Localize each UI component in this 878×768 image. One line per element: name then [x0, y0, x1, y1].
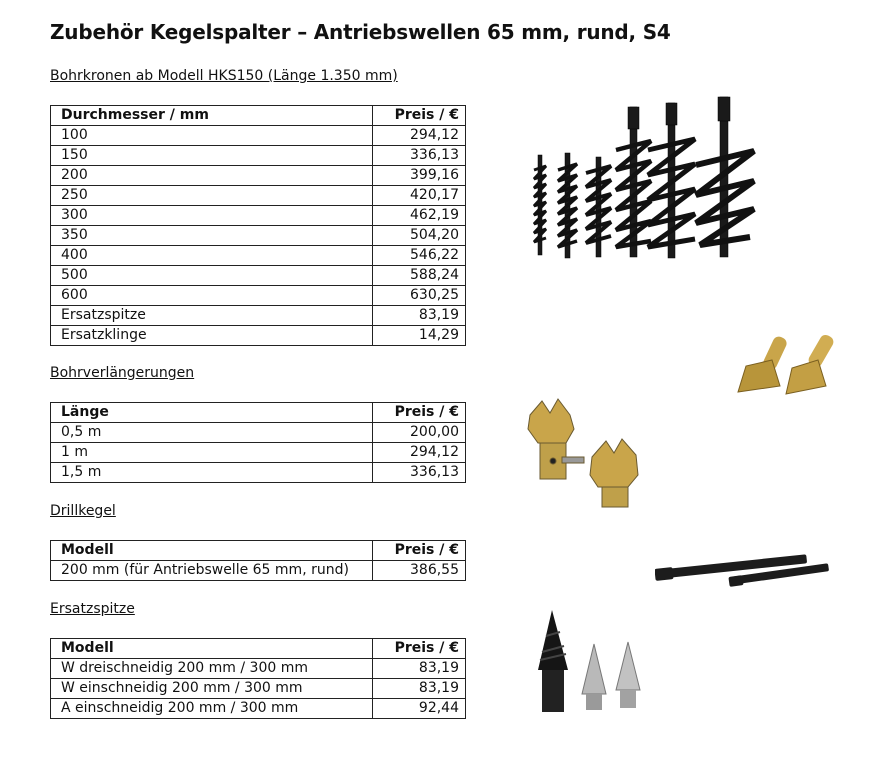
cell-label: W dreischneidig 200 mm / 300 mm [51, 659, 373, 679]
cell-label: 200 [51, 166, 373, 186]
table-row [51, 326, 466, 346]
cell-price: 336,13 [373, 463, 466, 483]
column-header: Preis / € [373, 541, 466, 561]
cell-price: 588,24 [373, 266, 466, 286]
cell-label: 1 m [51, 443, 373, 463]
cell-label: Ersatzspitze [51, 306, 373, 326]
table-row [51, 659, 466, 679]
cell-price: 200,00 [373, 423, 466, 443]
table-row [51, 226, 466, 246]
cell-price: 294,12 [373, 443, 466, 463]
cell-price: 83,19 [373, 306, 466, 326]
table-row [51, 306, 466, 326]
cell-price: 14,29 [373, 326, 466, 346]
cell-price: 83,19 [373, 679, 466, 699]
cell-label: Ersatzklinge [51, 326, 373, 346]
table-row [51, 166, 466, 186]
table-row [51, 206, 466, 226]
cell-label: 400 [51, 246, 373, 266]
table-row [51, 561, 466, 581]
column-header: Durchmesser / mm [51, 106, 373, 126]
cell-label: 150 [51, 146, 373, 166]
cell-label: 250 [51, 186, 373, 206]
table-row [51, 186, 466, 206]
page-title: Zubehör Kegelspalter – Antriebswellen 65 mm, rund, S4 [50, 20, 671, 44]
cell-price: 294,12 [373, 126, 466, 146]
cell-price: 462,19 [373, 206, 466, 226]
cell-label: 350 [51, 226, 373, 246]
table-row [51, 423, 466, 443]
table-row [51, 699, 466, 719]
replacement-tips-image [730, 330, 848, 405]
section-heading-bohrkronen: Bohrkronen ab Modell HKS150 (Länge 1.350 mm) [50, 68, 398, 84]
table-row [51, 266, 466, 286]
column-header: Preis / € [373, 403, 466, 423]
drill-extensions-image [522, 395, 647, 510]
table-row [51, 286, 466, 306]
table-drillkegel [50, 540, 466, 581]
section-heading-bohrverlaengerungen: Bohrverlängerungen [50, 365, 195, 381]
cell-label: 0,5 m [51, 423, 373, 443]
cell-label: 200 mm (für Antriebswelle 65 mm, rund) [51, 561, 373, 581]
cell-label: 300 [51, 206, 373, 226]
cell-label: 500 [51, 266, 373, 286]
cell-label: 100 [51, 126, 373, 146]
column-header: Preis / € [373, 106, 466, 126]
cell-price: 420,17 [373, 186, 466, 206]
section-heading-ersatzspitze: Ersatzspitze [50, 601, 135, 617]
drill-cone-shafts-image [655, 548, 835, 588]
spare-tip-cones-image [528, 606, 650, 718]
table-bohrverlaengerungen [50, 402, 466, 483]
cell-price: 83,19 [373, 659, 466, 679]
cell-price: 504,20 [373, 226, 466, 246]
table-row [51, 679, 466, 699]
cell-label: 600 [51, 286, 373, 306]
table-row [51, 126, 466, 146]
cell-label: 1,5 m [51, 463, 373, 483]
cell-label: A einschneidig 200 mm / 300 mm [51, 699, 373, 719]
cell-label: W einschneidig 200 mm / 300 mm [51, 679, 373, 699]
table-ersatzspitze [50, 638, 466, 719]
table-row [51, 146, 466, 166]
cell-price: 399,16 [373, 166, 466, 186]
column-header: Modell [51, 541, 373, 561]
cell-price: 336,13 [373, 146, 466, 166]
table-row [51, 443, 466, 463]
table-row [51, 246, 466, 266]
column-header: Länge [51, 403, 373, 423]
cell-price: 546,22 [373, 246, 466, 266]
column-header: Preis / € [373, 639, 466, 659]
cell-price: 92,44 [373, 699, 466, 719]
table-bohrkronen [50, 105, 466, 346]
auger-drill-bits-image [520, 95, 765, 265]
table-row [51, 463, 466, 483]
cell-price: 630,25 [373, 286, 466, 306]
cell-price: 386,55 [373, 561, 466, 581]
column-header: Modell [51, 639, 373, 659]
section-heading-drillkegel: Drillkegel [50, 503, 116, 519]
